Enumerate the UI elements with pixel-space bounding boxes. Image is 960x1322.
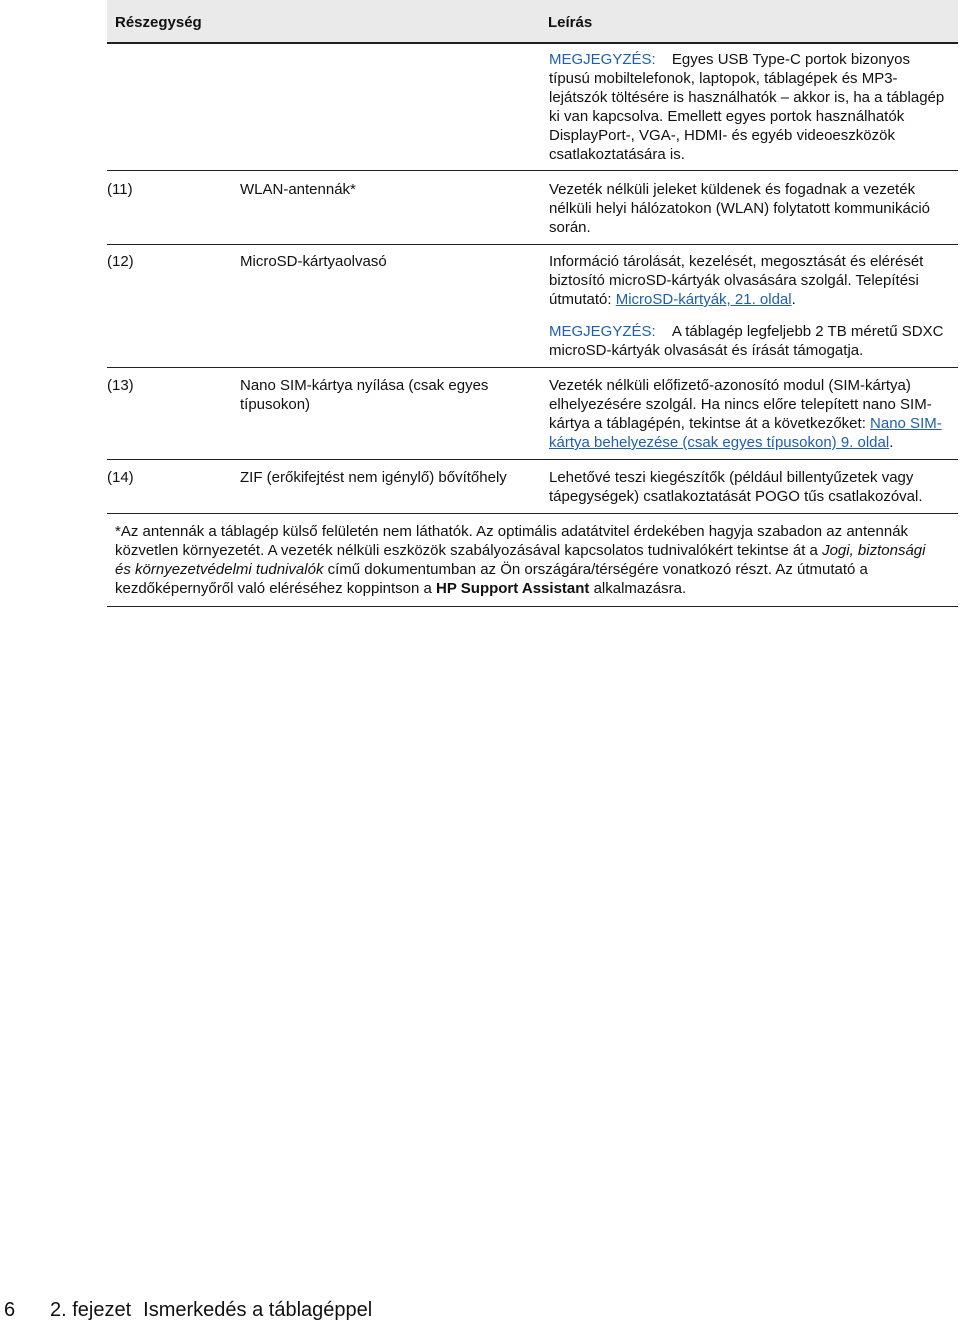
note-label: MEGJEGYZÉS: bbox=[549, 323, 656, 340]
header-description: Leírás bbox=[548, 14, 593, 31]
row-13-description-text: Vezeték nélküli előfizető-azonosító modul (SIM-kártya) elhelyezésére szolgál. Ha nincs előre telepített nano SIM-kártya a táblagépén, tekintse át a következőket: bbox=[549, 377, 932, 432]
row-12-note-text: A táblagép legfeljebb 2 TB méretű SDXC microSD-kártyák olvasását és írását támogatja. bbox=[549, 323, 944, 359]
row-13-number: (13) bbox=[107, 377, 134, 394]
nano-sim-link[interactable]: Nano SIM-kártya behelyezése (csak egyes típusokon) 9. oldal bbox=[549, 415, 942, 451]
row-12-description bbox=[549, 252, 954, 309]
table-footnote bbox=[115, 522, 945, 598]
row-divider bbox=[107, 170, 958, 171]
row-divider bbox=[107, 513, 958, 514]
row-divider bbox=[107, 244, 958, 245]
footnote-text-2: című dokumentumban az Ön országára/térségére vonatkozó részt. Az útmutató a kezdőképernyőről való eléréséhez koppintson a bbox=[115, 561, 868, 597]
intro-note bbox=[549, 50, 954, 164]
footnote-text-3: alkalmazásra. bbox=[589, 580, 687, 597]
microsd-link[interactable]: MicroSD-kártyák, 21. oldal bbox=[615, 291, 792, 308]
row-14-number: (14) bbox=[107, 469, 134, 486]
row-12-note bbox=[549, 322, 954, 360]
table-bottom-rule bbox=[107, 606, 958, 607]
row-divider bbox=[107, 459, 958, 460]
row-13-description-end: . bbox=[889, 434, 894, 451]
row-12-name: MicroSD-kártyaolvasó bbox=[240, 253, 387, 270]
row-13-description bbox=[549, 376, 954, 452]
footnote-app-name: HP Support Assistant bbox=[436, 580, 590, 597]
row-14-name: ZIF (erőkifejtést nem igénylő) bővítőhely bbox=[240, 469, 507, 486]
row-11-description: Vezeték nélküli jeleket küldenek és fogadnak a vezeték nélküli helyi hálózatokon (WLAN) folytatott kommunikáció során. bbox=[549, 181, 930, 236]
row-13-name: Nano SIM-kártya nyílása (csak egyes típusokon) bbox=[240, 377, 489, 413]
footnote-text-1: *Az antennák a táblagép külső felületén nem láthatók. Az optimális adatátvitel érdekében hagyja szabadon az antennák közvetlen környezetét. A vezeték nélküli eszközök szabályozásával kapcsolatos tudnivalókért tekintse át a bbox=[115, 523, 909, 559]
row-11-name: WLAN-antennák* bbox=[240, 181, 356, 198]
intro-note-text: Egyes USB Type-C portok bizonyos típusú mobiltelefonok, laptopok, táblagépek és MP3-lejátszók töltésére is használhatók – akkor is, ha a táblagép ki van kapcsolva. Emellett egyes portok használhatók DisplayPort-, VGA-, HDMI- és egyéb videoeszközök csatlakoztatására is. bbox=[549, 51, 945, 163]
row-12-description-text: Információ tárolását, kezelését, megosztását és elérését biztosító microSD-kártyák olvasására szolgál. Telepítési útmutató: bbox=[549, 253, 924, 308]
row-14-description: Lehetővé teszi kiegészítők (például billentyűzetek vagy tápegységek) csatlakoztatását POGO tűs csatlakozóval. bbox=[549, 469, 923, 505]
header-component: Részegység bbox=[115, 14, 202, 31]
page-footer bbox=[0, 1298, 372, 1322]
row-11-number: (11) bbox=[107, 181, 133, 198]
row-12-description-end: . bbox=[791, 291, 796, 308]
chapter-title: Ismerkedés a táblagéppel bbox=[143, 1299, 373, 1321]
footnote-doc-title: Jogi, biztonsági és környezetvédelmi tudnivalók bbox=[115, 542, 926, 578]
chapter-label: 2. fejezet bbox=[50, 1299, 132, 1321]
page-number: 6 bbox=[4, 1299, 16, 1321]
row-12-number: (12) bbox=[107, 253, 134, 270]
note-label: MEGJEGYZÉS: bbox=[549, 51, 656, 68]
table-header bbox=[107, 0, 958, 44]
row-divider bbox=[107, 367, 958, 368]
